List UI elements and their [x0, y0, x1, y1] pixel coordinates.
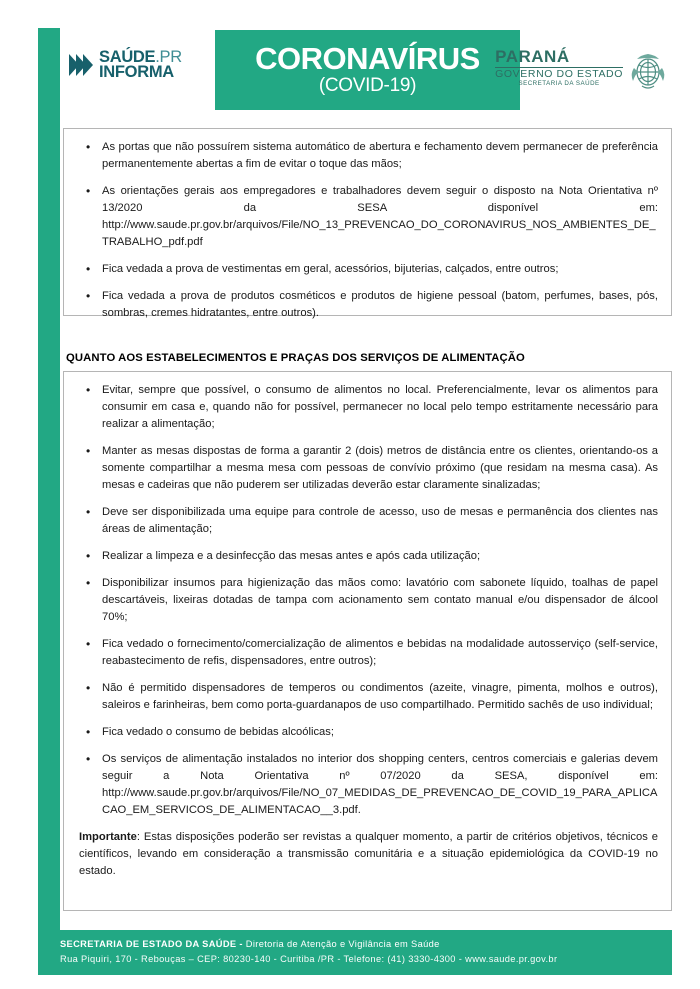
bullet-url: http://www.saude.pr.gov.br/arquivos/File/NO_13_PREVENCAO_DO_CORONAVIRUS_NOS_AMBIENTES_DE_TRABALHO_pdf.pdf	[102, 219, 656, 249]
list-item	[102, 139, 658, 173]
logo-informa-word: INFORMA	[99, 63, 174, 82]
list-item	[102, 575, 658, 626]
footer-diretoria-label: Diretoria de Atenção e Vigilância em Saúde	[242, 939, 440, 949]
bullet-text: Não é permitido dispensadores de temperos ou condimentos (azeite, vinagre, pimenta, molhos e outros), saleiros e farinheiras, bem como porta-guardanapos de uso compartilhado. Permitido sachês de uso individual;	[102, 682, 658, 712]
logo-saude-word: SAÚDE	[99, 48, 156, 66]
document-header	[60, 28, 672, 112]
list-item	[102, 504, 658, 538]
bullet-text: Disponibilizar insumos para higienização das mãos como: lavatório com sabonete líquido, toalhas de papel descartáveis, lixeiras dotadas de tampa com acionamento sem contato manual e/ou dispensador de álcool 70%;	[102, 577, 658, 624]
bullet-text: Realizar a limpeza e a desinfecção das mesas antes e após cada utilização;	[102, 550, 481, 563]
banner-subtitle: (COVID-19)	[318, 74, 417, 96]
parana-title: PARANÁ	[495, 47, 570, 66]
section-heading-alimentacao: QUANTO AOS ESTABELECIMENTOS E PRAÇAS DOS SERVIÇOS DE ALIMENTAÇÃO	[66, 352, 525, 364]
importante-paragraph	[64, 825, 671, 888]
bullet-text: Fica vedada a prova de produtos cosméticos e produtos de higiene pessoal (batom, perfumes, bases, pós, sombras, cremes hidratantes, entre outros).	[102, 290, 658, 320]
footer-secretaria-label: SECRETARIA DE ESTADO DA SAÚDE -	[60, 939, 243, 949]
list-item	[102, 751, 658, 819]
left-green-accent-bar	[38, 28, 60, 930]
bullet-text: Manter as mesas dispostas de forma a garantir 2 (dois) metros de distância entre os clientes, orientando-os a somente compartilhar a mesma mesa com pessoas de convívio próximo (que residam na mesma casa). As mesas e cadeiras que não puderem ser utilizadas deverão estar claramente sinalizadas;	[102, 445, 658, 492]
list-item	[102, 382, 658, 433]
bullet-text: Fica vedado o fornecimento/comercialização de alimentos e bebidas na modalidade autosserviço (self-service, reabastecimento de refis, dispensadores, entre outros);	[102, 638, 658, 668]
bullet-text: As portas que não possuírem sistema automático de abertura e fechamento devem permanecer de preferência permanentemente abertas a fim de evitar o toque das mãos;	[102, 141, 658, 171]
footer-line-2: Rua Piquiri, 170 - Rebouças – CEP: 80230-140 - Curitiba /PR - Telefone: (41) 3330-4300 - www.saude.pr.gov.br	[60, 954, 558, 965]
coronavirus-banner	[215, 30, 520, 110]
list-item	[102, 183, 658, 251]
importante-label: Importante	[79, 831, 137, 844]
content-box-food-services	[63, 371, 672, 911]
bullet-text: • As orientações gerais aos empregadores e trabalhadores devem seguir o disposto na Nota Orientativa nº 13/2020 da SESA disponível em:	[102, 185, 658, 215]
list-item	[102, 636, 658, 670]
list-item	[102, 680, 658, 714]
bullet-url: http://www.saude.pr.gov.br/arquivos/File/NO_07_MEDIDAS_DE_PREVENCAO_DE_COVID_19_PARA_APLICACAO_EM_SERVICOS_DE_ALIMENTACAO__3.pdf.	[102, 787, 658, 817]
bullet-text: Fica vedada a prova de vestimentas em geral, acessórios, bijuterias, calçados, entre outros;	[102, 263, 559, 276]
bullet-list-general	[64, 129, 671, 328]
footer-line-1	[60, 937, 672, 952]
chevrons-icon	[72, 54, 93, 76]
list-item	[102, 288, 658, 322]
importante-text: : Estas disposições poderão ser revistas a qualquer momento, a partir de critérios objetivos, técnicos e científicos, levando em consideração a transmissão comunitária e a situação epidemiológica da COVID-19 no estado.	[79, 831, 658, 878]
document-footer	[38, 930, 672, 975]
list-item	[102, 443, 658, 494]
parana-coat-of-arms-icon	[628, 48, 668, 92]
content-box-general-rules	[63, 128, 672, 320]
list-item	[102, 261, 658, 278]
bullet-text: • Os serviços de alimentação instalados no interior dos shopping centers, centros comerciais e galerias devem seguir a Nota Orientativa nº 07/2020 da SESA, disponível em:	[102, 753, 658, 783]
parana-government-logo	[495, 48, 668, 92]
banner-title: CORONAVÍRUS	[255, 40, 480, 76]
logo-pr-suffix: .PR	[155, 48, 182, 66]
list-item	[102, 724, 658, 741]
bullet-list-food-services	[64, 372, 671, 825]
bullet-text: Deve ser disponibilizada uma equipe para controle de acesso, uso de mesas e permanência dos clientes nas áreas de alimentação;	[102, 506, 658, 536]
saude-pr-informa-logo	[72, 50, 182, 80]
bullet-text: Evitar, sempre que possível, o consumo de alimentos no local. Preferencialmente, levar os alimentos para consumir em casa e, quando não for possível, permanecer no local pelo tempo estritamente necessário para realizar a alimentação;	[102, 384, 658, 431]
parana-department: SECRETARIA DA SAÚDE	[518, 79, 600, 87]
bullet-text: Fica vedado o consumo de bebidas alcoólicas;	[102, 726, 334, 739]
list-item	[102, 548, 658, 565]
parana-subtitle: GOVERNO DO ESTADO	[495, 67, 623, 80]
